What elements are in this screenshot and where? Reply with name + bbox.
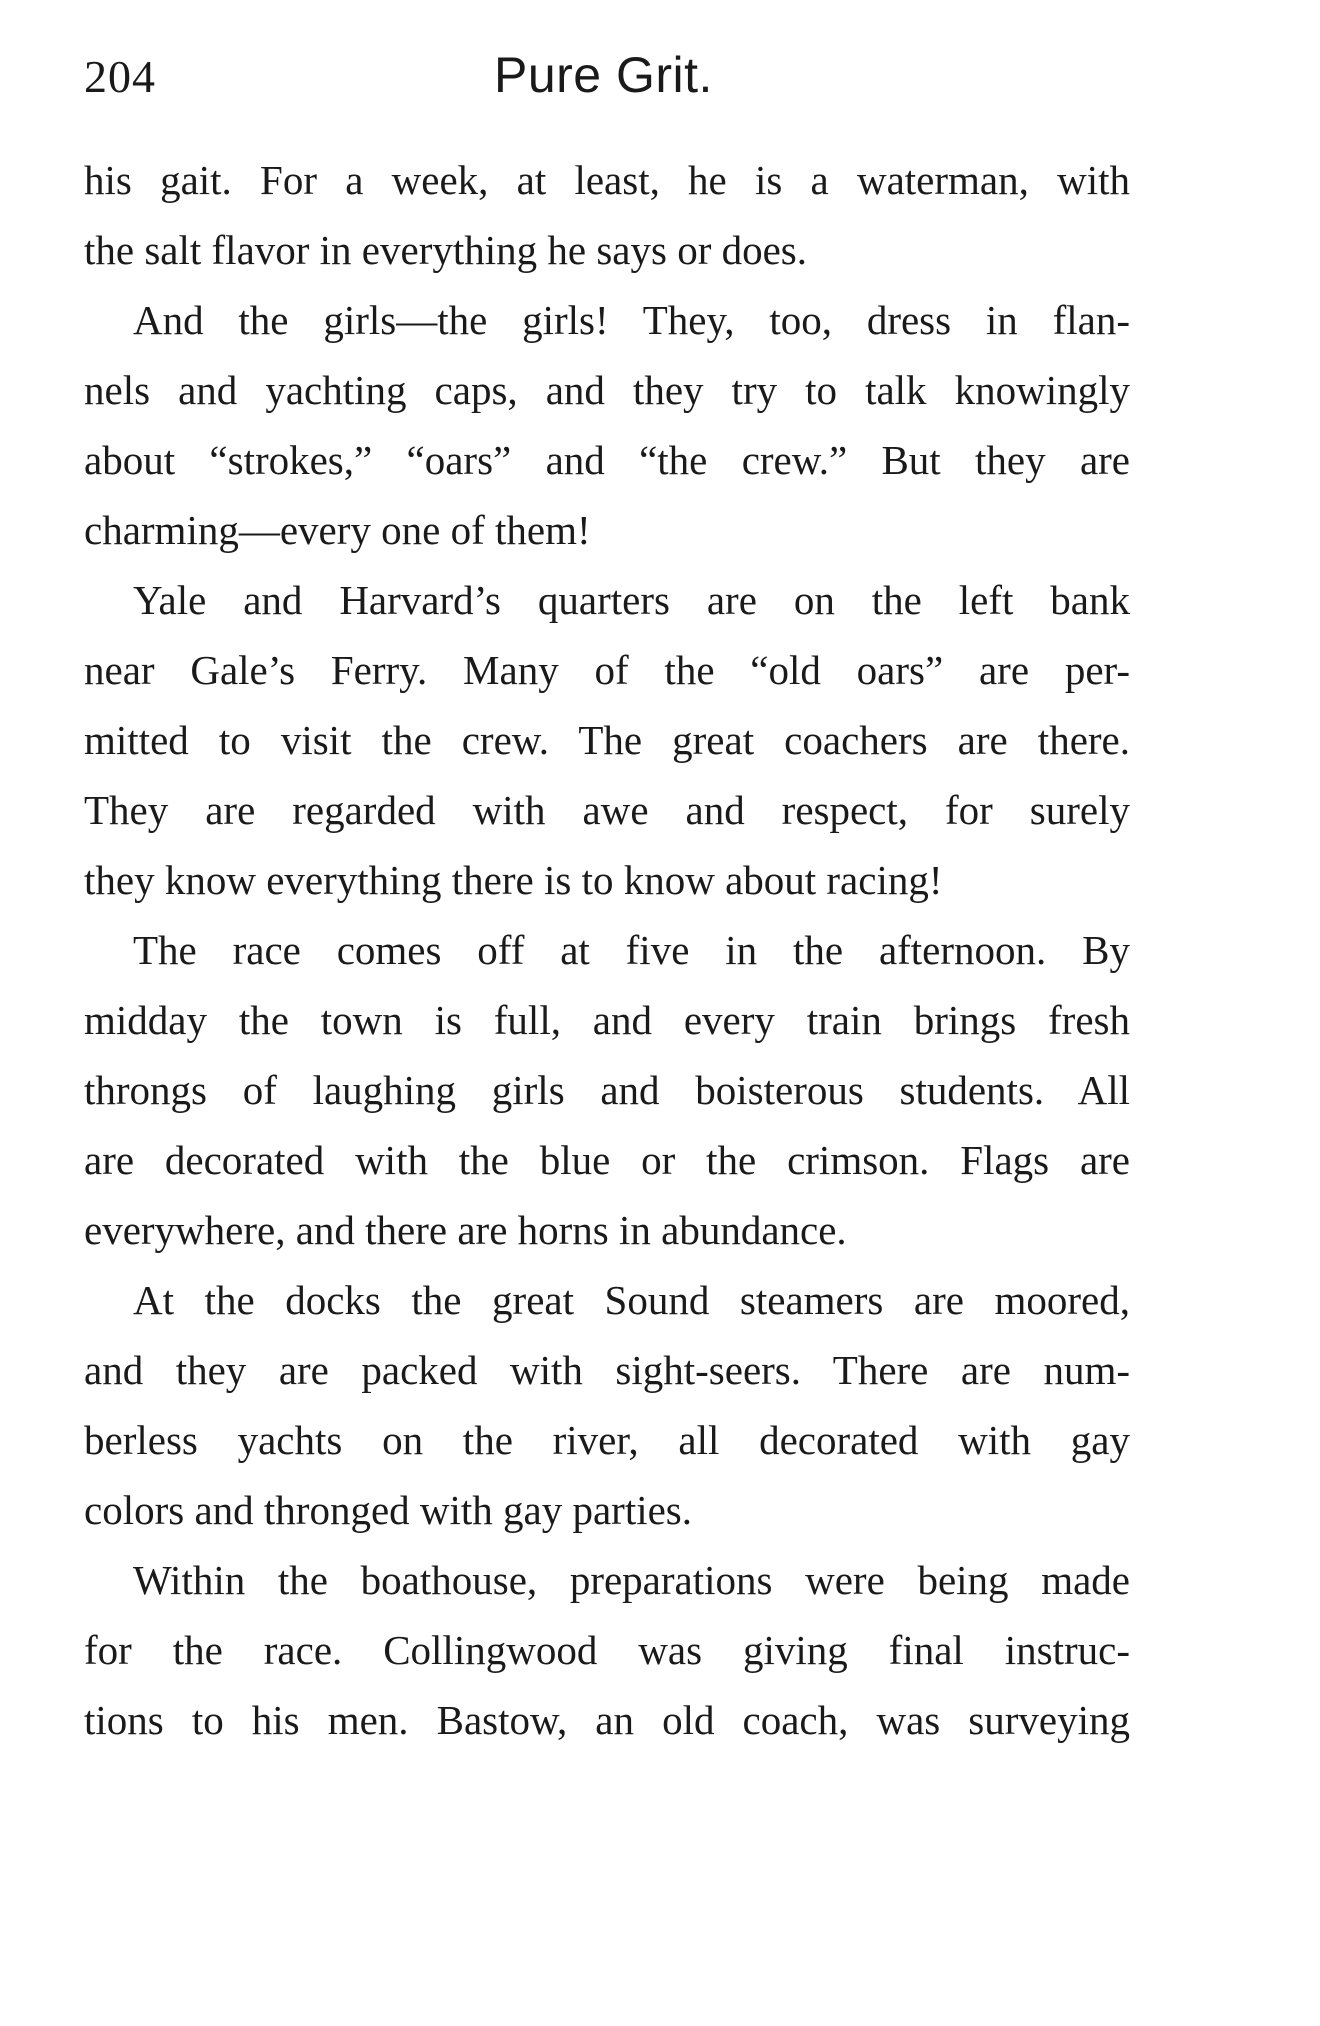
text-line: mitted to visit the crew. The great coachers are there. [84, 717, 1130, 763]
text-line: about “strokes,” “oars” and “the crew.” But they are [84, 437, 1130, 483]
text-line: his gait. For a week, at least, he is a waterman, with [84, 157, 1130, 203]
text-line: they know everything there is to know about racing! [84, 857, 943, 903]
body-text [84, 145, 1130, 1755]
paragraph [84, 1545, 1130, 1755]
text-line: everywhere, and there are horns in abundance. [84, 1207, 847, 1253]
running-head [84, 40, 1138, 120]
text-line: At the docks the great Sound steamers are moored, [133, 1277, 1130, 1323]
page-number: 204 [84, 51, 156, 102]
text-line: colors and thronged with gay parties. [84, 1487, 693, 1533]
paragraph [84, 285, 1130, 565]
paragraph [84, 1265, 1130, 1545]
paragraph [84, 565, 1130, 915]
text-line: tions to his men. Bastow, an old coach, was surveying [84, 1697, 1130, 1743]
running-title: Pure Grit. [494, 47, 713, 103]
text-line: The race comes off at five in the afternoon. By [133, 927, 1130, 973]
text-line: midday the town is full, and every train brings fresh [84, 997, 1130, 1043]
text-line: the salt flavor in everything he says or does. [84, 227, 808, 273]
text-line: are decorated with the blue or the crimson. Flags are [84, 1137, 1130, 1183]
text-line: And the girls—the girls! They, too, dress in flan- [133, 297, 1130, 343]
text-line: near Gale’s Ferry. Many of the “old oars” are per- [84, 647, 1130, 693]
paragraph [84, 145, 1130, 285]
text-line: charming—every one of them! [84, 507, 591, 553]
text-line: berless yachts on the river, all decorated with gay [84, 1417, 1130, 1463]
text-line: Within the boathouse, preparations were being made [133, 1557, 1130, 1603]
text-line: and they are packed with sight-seers. There are num- [84, 1347, 1130, 1393]
paragraph [84, 915, 1130, 1265]
text-line: Yale and Harvard’s quarters are on the left bank [133, 577, 1130, 623]
text-line: They are regarded with awe and respect, for surely [84, 787, 1130, 833]
text-line: for the race. Collingwood was giving final instruc- [84, 1627, 1130, 1673]
text-line: throngs of laughing girls and boisterous students. All [84, 1067, 1130, 1113]
text-line: nels and yachting caps, and they try to talk knowingly [84, 367, 1130, 413]
